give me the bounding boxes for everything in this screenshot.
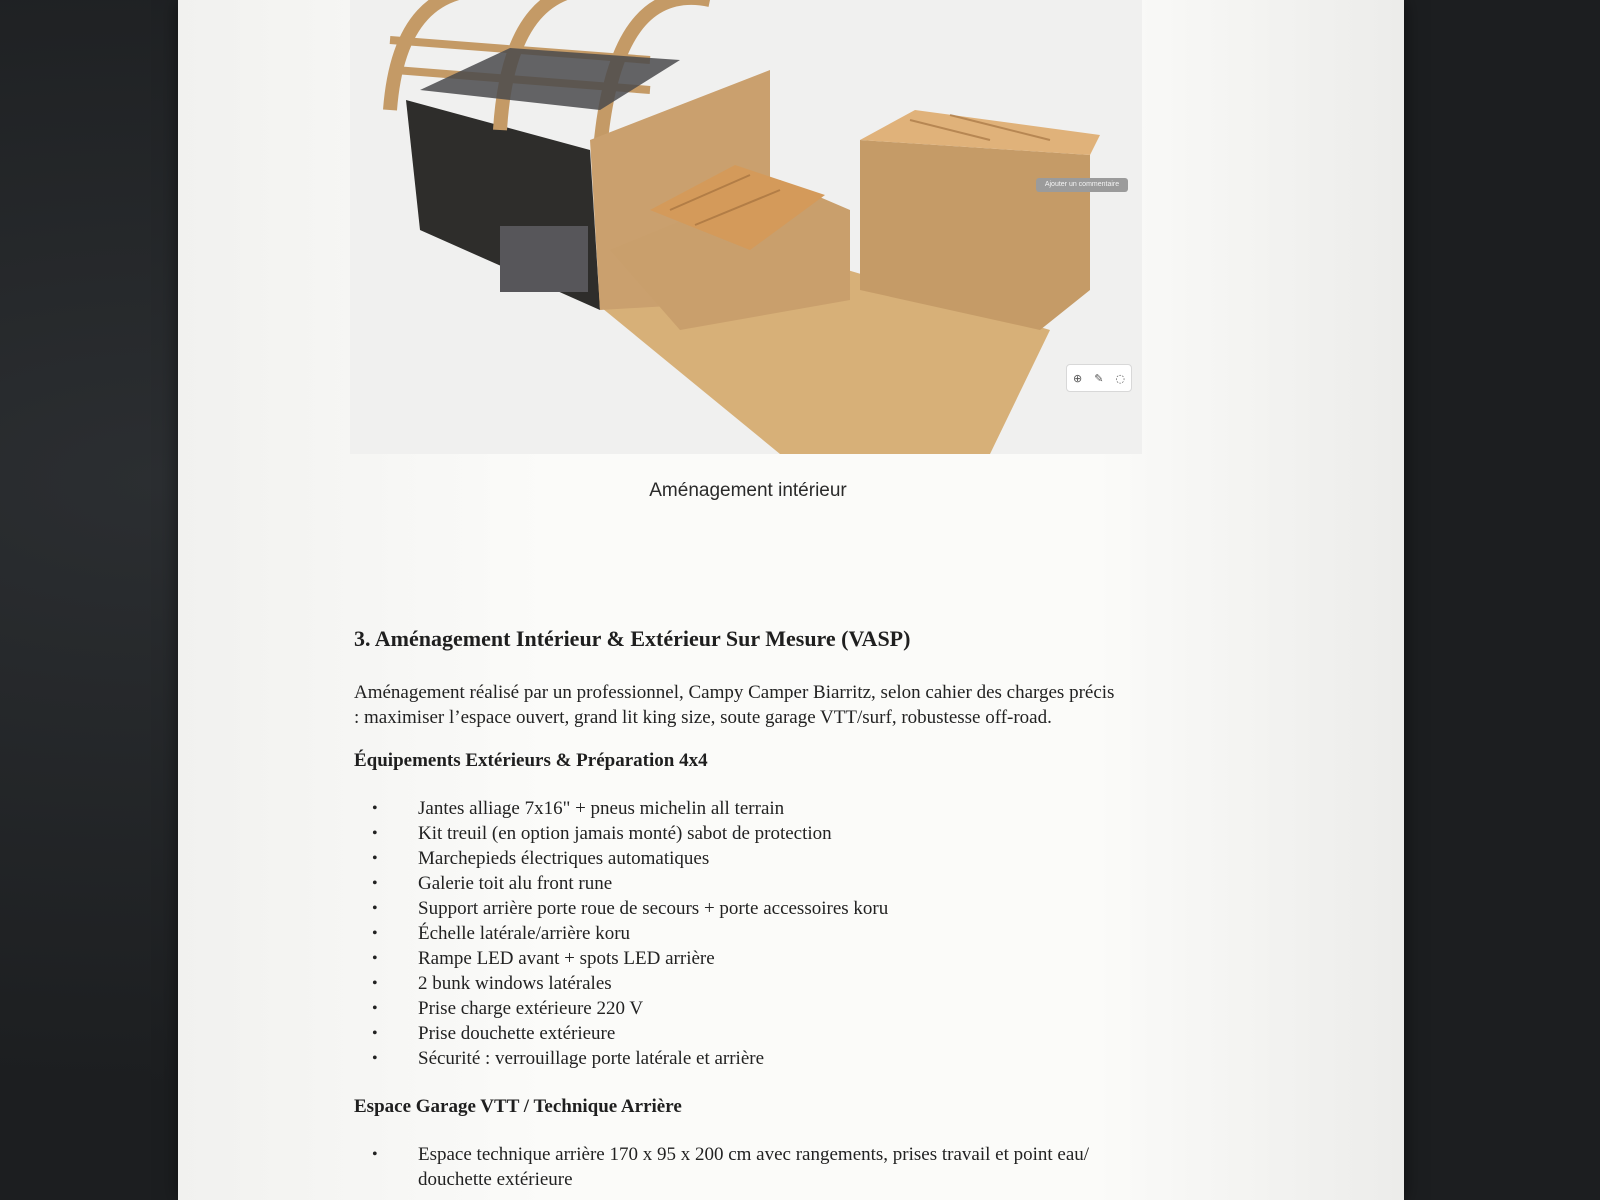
intro-line: Aménagement réalisé par un professionnel, Campy Camper Biarritz, selon cahier des charges précis	[354, 682, 1115, 703]
list-item: • 2 bunk windows latérales	[354, 971, 1254, 996]
exterior-equipment-list	[354, 796, 1254, 1071]
exterior-equipment-title: Équipements Extérieurs & Préparation 4x4	[354, 750, 708, 771]
garage-title: Espace Garage VTT / Technique Arrière	[354, 1096, 682, 1117]
figure-caption: Aménagement intérieur	[649, 480, 847, 501]
list-item: • Sécurité : verrouillage porte latérale et arrière	[354, 1046, 1254, 1071]
comment-icon[interactable]: ◌	[1115, 371, 1125, 385]
van-interior-illustration	[350, 0, 1142, 454]
list-item: • Marchepieds électriques automatiques	[354, 846, 1254, 871]
zoom-icon[interactable]: ⊕	[1072, 371, 1083, 385]
list-item: • Prise douchette extérieure	[354, 1021, 1254, 1046]
intro-line: : maximiser l’espace ouvert, grand lit king size, soute garage VTT/surf, robustesse off-road.	[354, 707, 1052, 728]
section-intro	[354, 680, 1234, 730]
cabinet-door	[500, 226, 588, 292]
list-item: • Rampe LED avant + spots LED arrière	[354, 946, 1254, 971]
add-comment-tag[interactable]: Ajouter un commentaire	[1036, 178, 1128, 192]
section-title: 3. Aménagement Intérieur & Extérieur Sur Mesure (VASP)	[354, 626, 911, 651]
annotation-toolbar	[1066, 364, 1132, 392]
garage-list	[354, 1142, 1254, 1192]
list-item: • Espace technique arrière 170 x 95 x 200 cm avec rangements, prises travail et point eau/ douchette extérieure	[354, 1142, 1254, 1192]
list-item: • Jantes alliage 7x16" + pneus michelin all terrain	[354, 796, 1254, 821]
glass-panel	[420, 48, 680, 110]
list-item: • Prise charge extérieure 220 V	[354, 996, 1254, 1021]
list-item: • Galerie toit alu front rune	[354, 871, 1254, 896]
list-item: • Support arrière porte roue de secours + porte accessoires koru	[354, 896, 1254, 921]
list-item: • Kit treuil (en option jamais monté) sabot de protection	[354, 821, 1254, 846]
interior-layout-render	[350, 0, 1142, 454]
pencil-icon[interactable]: ✎	[1094, 371, 1104, 385]
list-item: • Échelle latérale/arrière koru	[354, 921, 1254, 946]
document-page	[178, 0, 1404, 1200]
